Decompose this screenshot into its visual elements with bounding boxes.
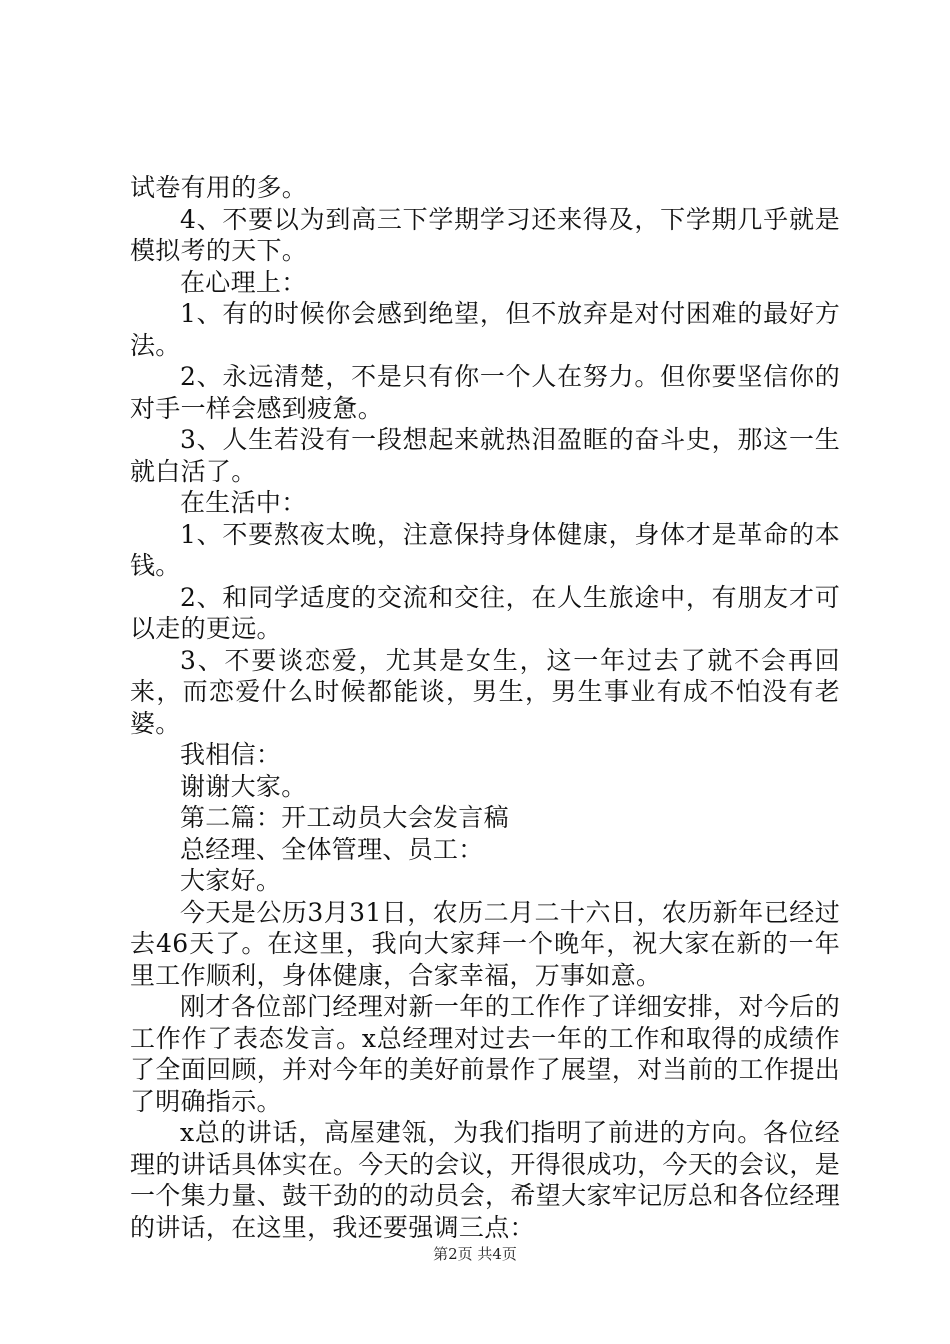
paragraph: 1、不要熬夜太晚，注意保持身体健康，身体才是革命的本钱。 <box>130 519 840 580</box>
paragraph: 4、不要以为到高三下学期学习还来得及，下学期几乎就是模拟考的天下。 <box>130 204 840 265</box>
section-heading: 在生活中： <box>180 488 307 517</box>
paragraph: 谢谢大家。 <box>180 771 307 801</box>
paragraph: 试卷有用的多。 <box>130 173 308 202</box>
article-title: 第二篇：开工动员大会发言稿 <box>180 803 509 832</box>
paragraph: x总的讲话，高屋建瓴，为我们指明了前进的方向。各位经理的讲话具体实在。今天的会议，开得很成功，今天的会议，是一个集力量、鼓干劲的的动员会，希望大家牢记厉总和各位经理的讲话，在这里，我还要强调三点： <box>130 1118 840 1242</box>
paragraph: 3、不要谈恋爱，尤其是女生，这一年过去了就不会再回来，而恋爱什么时候都能谈，男生，男生事业有成不怕没有老婆。 <box>130 645 840 738</box>
paragraph: 2、和同学适度的交流和交往，在人生旅途中，有朋友才可以走的更远。 <box>130 582 840 643</box>
paragraph: 今天是公历3月31日，农历二月二十六日，农历新年已经过去46天了。在这里，我向大家拜一个晚年，祝大家在新的一年里工作顺利，身体健康，合家幸福，万事如意。 <box>130 897 840 990</box>
document-body <box>130 172 840 1243</box>
paragraph: 3、人生若没有一段想起来就热泪盈眶的奋斗史，那这一生就白活了。 <box>130 425 840 486</box>
paragraph: 刚才各位部门经理对新一年的工作作了详细安排，对今后的工作作了表态发言。x总经理对过去一年的工作和取得的成绩作了全面回顾，并对今年的美好前景作了展望，对当前的工作提出了明确指示。 <box>130 992 840 1116</box>
paragraph: 1、有的时候你会感到绝望，但不放弃是对付困难的最好方法。 <box>130 299 840 360</box>
paragraph: 2、永远清楚，不是只有你一个人在努力。但你要坚信你的对手一样会感到疲惫。 <box>130 362 840 423</box>
greeting: 大家好。 <box>180 866 282 895</box>
paragraph: 我相信： <box>180 740 282 769</box>
section-heading: 在心理上： <box>180 267 307 297</box>
page-footer: 第2页 共4页 <box>433 1245 517 1263</box>
salutation: 总经理、全体管理、员工： <box>180 834 484 864</box>
